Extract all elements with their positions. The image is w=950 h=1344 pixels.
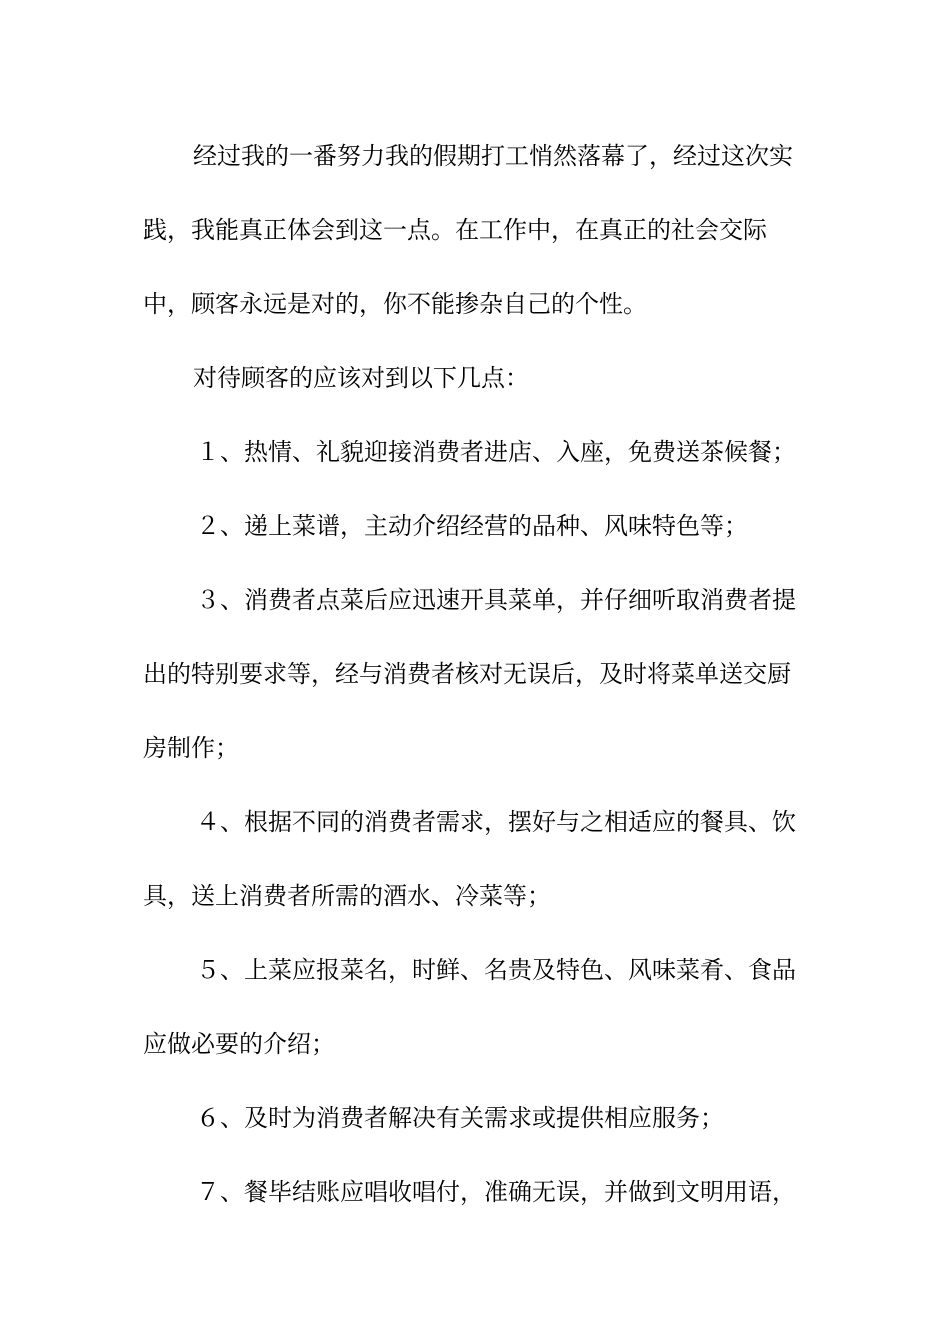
paragraph-list-heading: 对待顾客的应该对到以下几点：	[193, 364, 529, 392]
list-item-5: ５、上菜应报菜名，时鲜、名贵及特色、风味菜肴、食品应做必要的介绍；	[143, 956, 796, 1058]
list-item-4: ４、根据不同的消费者需求，摆好与之相适应的餐具、饮具，送上消费者所需的酒水、冷菜等；	[143, 808, 796, 910]
paragraph-intro: 经过我的一番努力我的假期打工悄然落幕了，经过这次实践，我能真正体会到这一点。在工作中，在真正的社会交际中，顾客永远是对的，你不能掺杂自己的个性。	[143, 142, 793, 318]
list-item-3: ３、消费者点菜后应迅速开具菜单，并仔细听取消费者提出的特别要求等，经与消费者核对无误后，及时将菜单送交厨房制作；	[143, 586, 796, 762]
list-item-1: １、热情、礼貌迎接消费者进店、入座，免费送茶候餐；	[196, 438, 796, 466]
list-item-7: ７、餐毕结账应唱收唱付，准确无误，并做到文明用语，	[196, 1178, 796, 1206]
list-item-2: ２、递上菜谱，主动介绍经营的品种、风味特色等；	[196, 512, 748, 540]
list-item-6: ６、及时为消费者解决有关需求或提供相应服务；	[196, 1104, 724, 1132]
document-body	[143, 119, 813, 1229]
